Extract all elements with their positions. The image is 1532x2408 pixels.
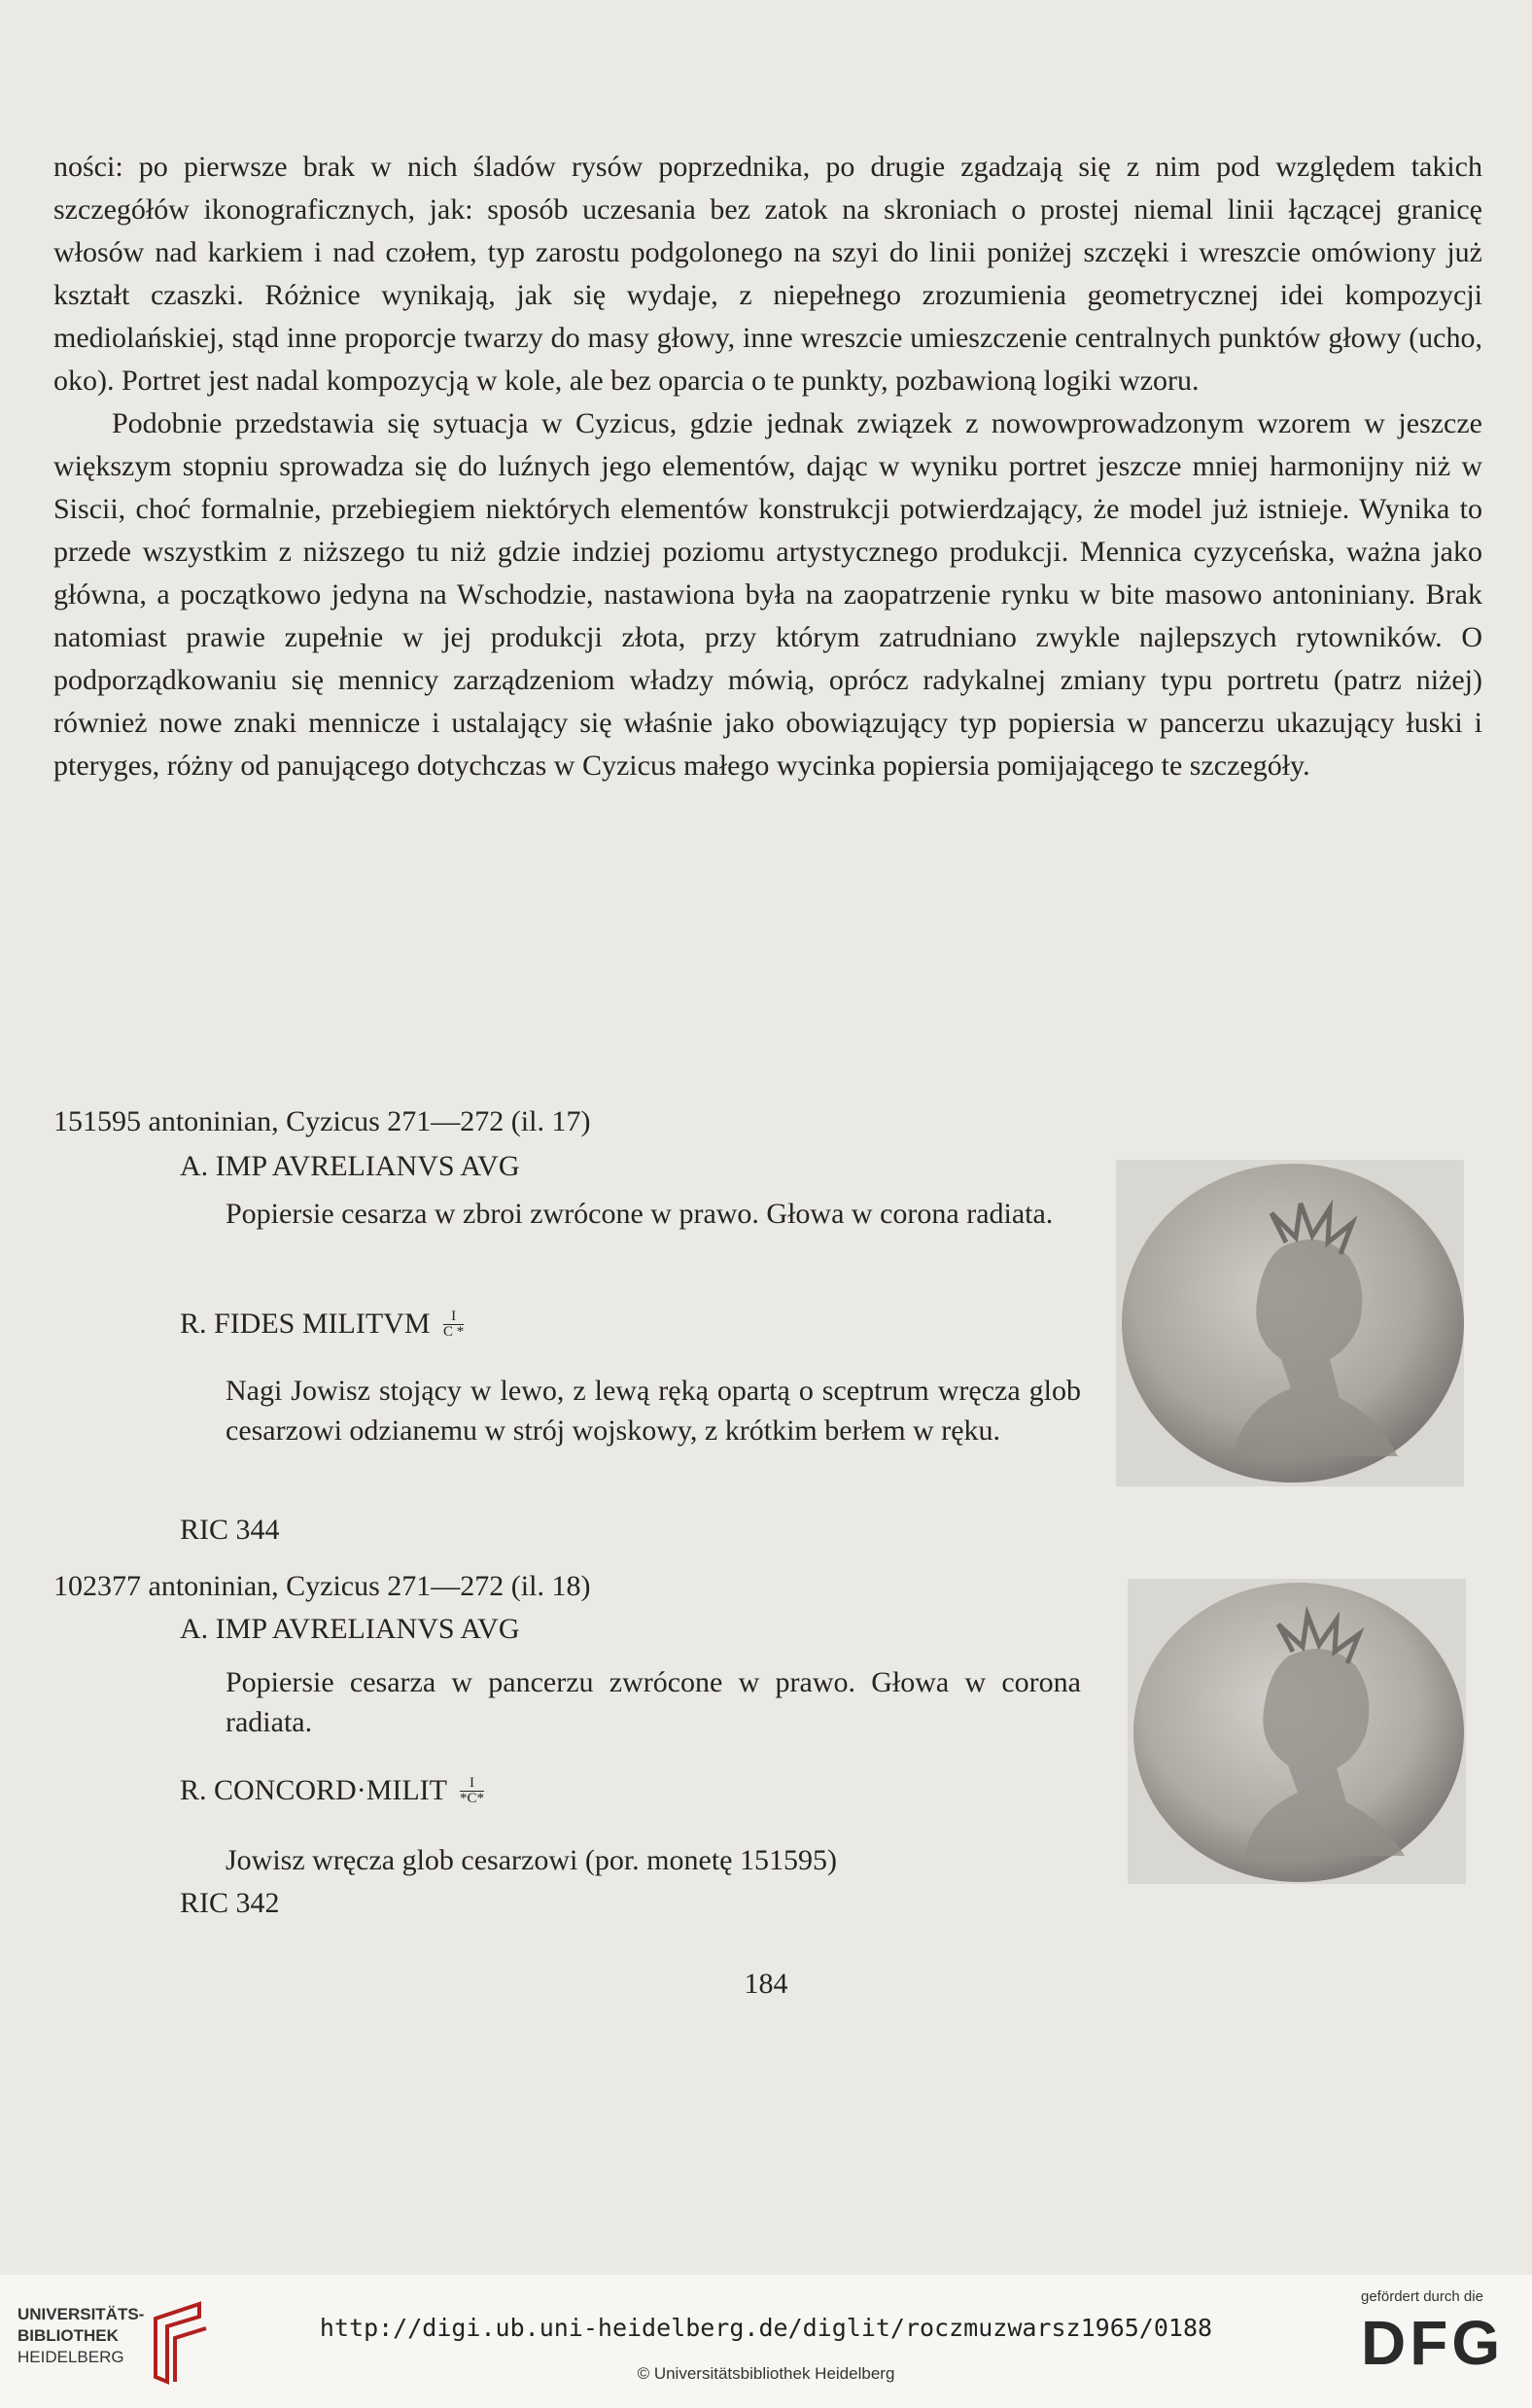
entry-2-reverse: [180, 1771, 484, 1810]
entry-2-reverse-legend: R. CONCORD·MILIT: [180, 1774, 447, 1806]
body-text: [53, 146, 1482, 787]
coin-photo-151595: [1116, 1160, 1464, 1486]
coin-photo-102377: [1128, 1579, 1466, 1884]
entry-1-mint-mark: [443, 1309, 464, 1340]
library-name-line-2: BIBLIOTHEK: [17, 2326, 119, 2345]
entry-2-mint-mark-top: I: [460, 1776, 484, 1792]
copyright-notice: © Universitätsbibliothek Heidelberg: [637, 2364, 895, 2383]
coin-image: [1116, 1160, 1464, 1486]
library-name-line-3: HEIDELBERG: [17, 2348, 124, 2366]
entry-2-header: 102377 antoninian, Cyzicus 271—272 (il. 18): [53, 1570, 591, 1602]
entry-2-ric: RIC 342: [180, 1887, 280, 1919]
entry-2-reverse-description: Jowisz wręcza glob cesarzowi (por. monetę 151595): [226, 1844, 837, 1876]
entry-2-mint-mark: [460, 1776, 484, 1806]
entry-2-obverse-description: Popiersie cesarza w pancerzu zwrócone w prawo. Głowa w corona radiata.: [226, 1666, 1081, 1738]
entry-1-header: 151595 antoninian, Cyzicus 271—272 (il. 17): [53, 1105, 591, 1137]
page-number: 184: [744, 1968, 788, 2000]
funding-label: gefördert durch die: [1361, 2288, 1483, 2305]
entry-1-reverse-legend: R. FIDES MILITVM: [180, 1308, 431, 1340]
entry-2-mint-mark-bottom: *C*: [459, 1790, 484, 1806]
entry-1-reverse-description: Nagi Jowisz stojący w lewo, z lewą ręką opartą o sceptrum wręcza glob cesarzowi odzianemu w strój wojskowy, z krótkim berłem w ręku.: [226, 1375, 1081, 1447]
entry-1-obverse-legend: A. IMP AVRELIANVS AVG: [180, 1150, 520, 1182]
dfg-logo: DFG: [1361, 2308, 1505, 2378]
library-name-line-1: UNIVERSITÄTS-: [17, 2305, 145, 2323]
coin-image: [1128, 1579, 1466, 1884]
entry-1-mint-mark-bottom: C *: [443, 1323, 465, 1340]
source-url-link[interactable]: http://digi.ub.uni-heidelberg.de/diglit/roczmuzwarsz1965/0188: [319, 2314, 1213, 2342]
entry-1-obverse-description: Popiersie cesarza w zbroi zwrócone w prawo. Głowa w corona radiata.: [226, 1198, 1054, 1230]
entry-1-mint-mark-top: I: [443, 1309, 464, 1325]
entry-1-reverse: [180, 1305, 464, 1344]
paragraph-1: ności: po pierwsze brak w nich śladów rysów poprzednika, po drugie zgadzają się z nim pod względem takich szczegółów ikonograficznych, jak: sposób uczesania bez zatok na skroniach o prostej niemal linii łączącej granicę włosów nad karkiem i nad czołem, typ zarostu podgolonego na szyi do linii poniżej szczęki i wreszcie omówiony już kształt czaszki. Różnice wynikają, jak się wydaje, z niepełnego zrozumienia geometrycznej idei kompozycji mediolańskiej, stąd inne proporcje twarzy do masy głowy, inne wreszcie umieszczenie centralnych punktów głowy (ucho, oko). Portret jest nadal kompozycją w kole, ale bez oparcia o te punkty, pozbawioną logiki wzoru.: [53, 151, 1482, 397]
paragraph-2: Podobnie przedstawia się sytuacja w Cyzicus, gdzie jednak związek z nowowprowadzonym wzorem w jeszcze większym stopniu sprowadza się do luźnych jego elementów, dając w wyniku portret jeszcze mniej harmonijny niż w Siscii, choć formalnie, przebiegiem niektórych elementów konstrukcji potwierdzający, że model już istnieje. Wynika to przede wszystkim z niższego tu niż gdzie indziej poziomu artystycznego produkcji. Mennica cyzyceńska, ważna jako główna, a początkowo jedyna na Wschodzie, nastawiona była na zaopatrzenie rynku w bite masowo antoniniany. Brak natomiast prawie zupełnie w jej produkcji złota, przy którym zatrudniano zwykle najlepszych rytowników. O podporządkowaniu się mennicy zarządzeniom władzy mówią, oprócz radykalnej zmiany typu portretu (patrz niżej) również nowe znaki mennicze i ustalający się właśnie jako obowiązujący typ popiersia w pancerzu ukazujący łuski i pteryges, różny od panującego dotychczas w Cyzicus małego wycinka popiersia pomijającego te szczegóły.: [53, 407, 1482, 782]
entry-1-ric: RIC 344: [180, 1514, 280, 1546]
footer: [0, 2275, 1532, 2408]
entry-2-obverse-legend: A. IMP AVRELIANVS AVG: [180, 1613, 520, 1645]
